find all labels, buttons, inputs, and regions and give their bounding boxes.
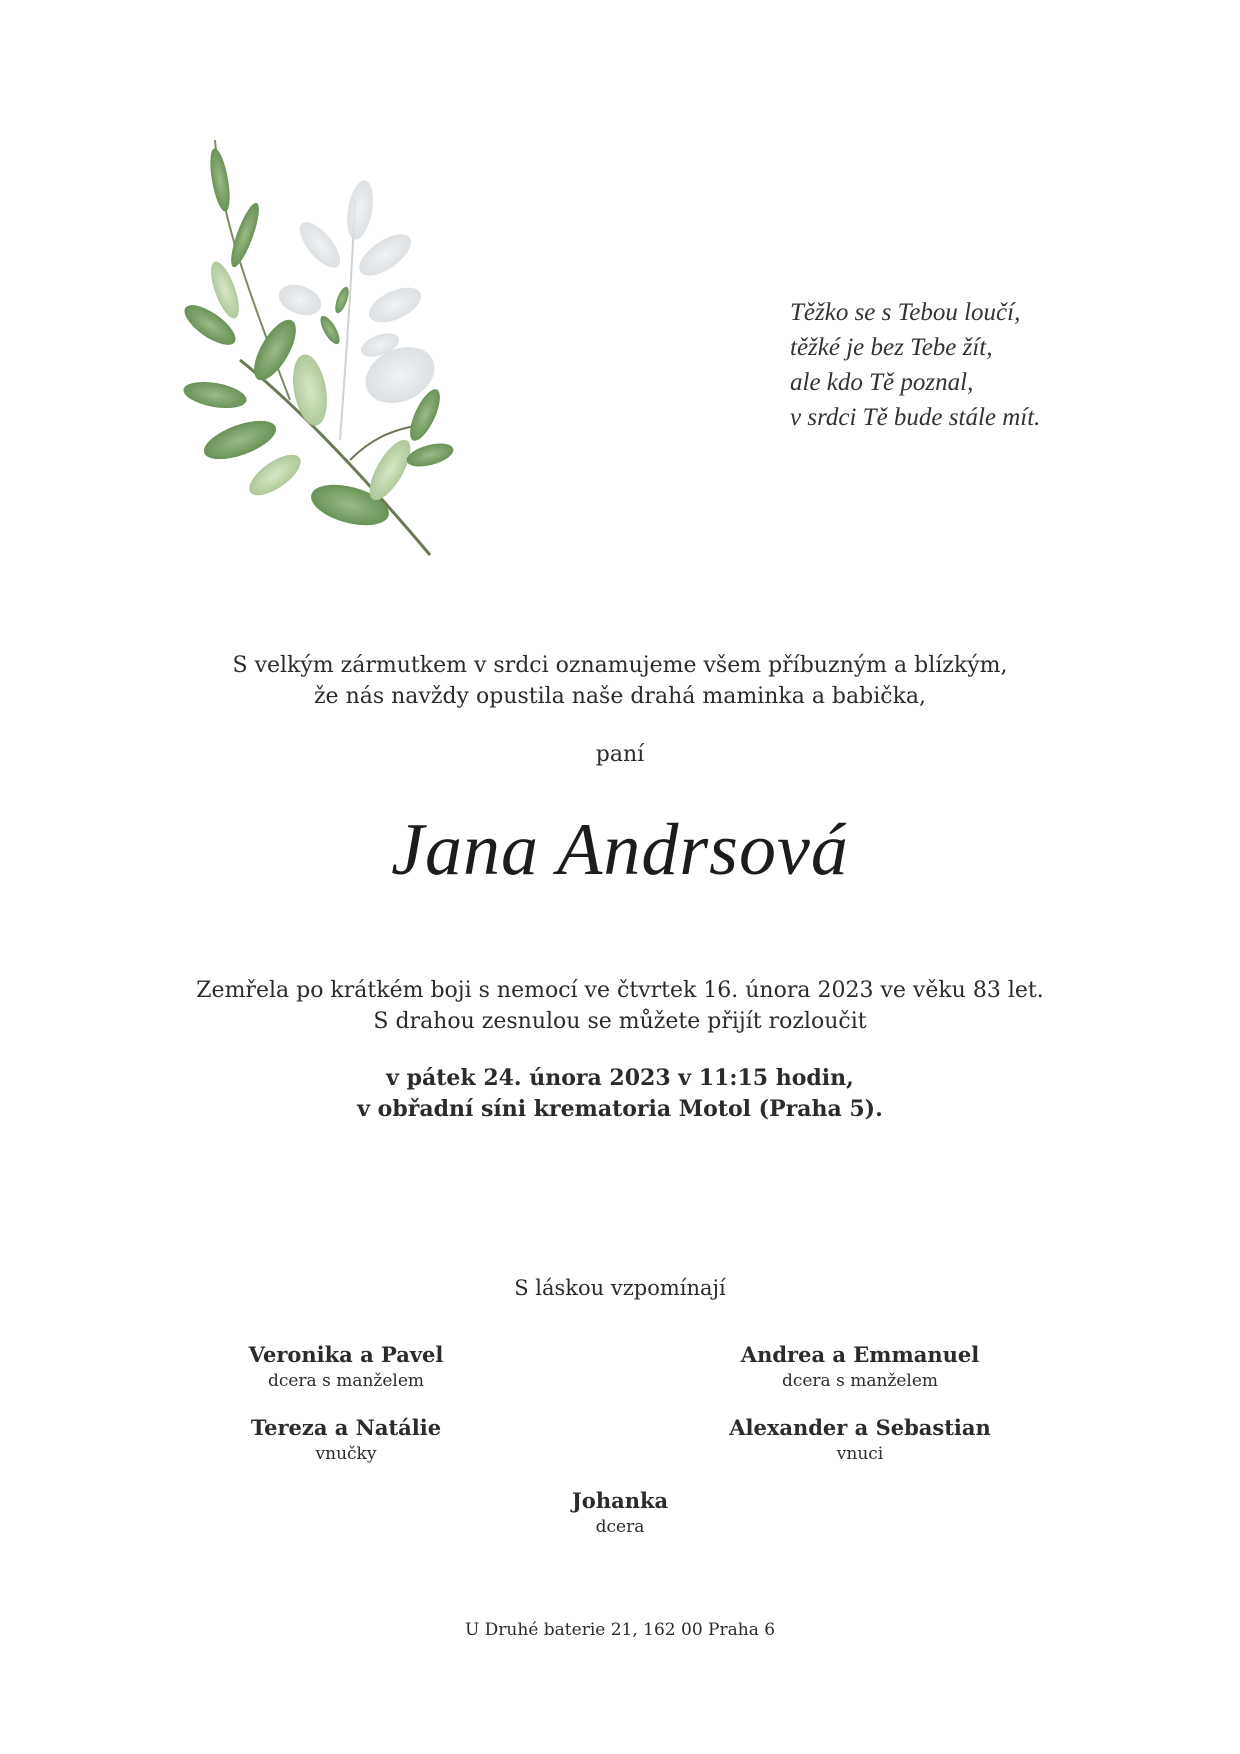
poem-line: v srdci Tě bude stále mít.: [790, 404, 1041, 431]
mourner-name: Andrea a Emmanuel: [740, 1342, 980, 1367]
address-footer: U Druhé baterie 21, 162 00 Praha 6: [464, 1620, 776, 1640]
poem-line: ale kdo Tě poznal,: [790, 369, 974, 396]
mourner-relation: vnuci: [836, 1444, 884, 1464]
leaf-branch-illustration: [180, 140, 500, 570]
poem-line: těžké je bez Tebe žít,: [790, 334, 993, 361]
mourner-entry: [146, 1414, 546, 1466]
death-line: S drahou zesnulou se můžete přijít rozloučit: [373, 1009, 867, 1034]
ceremony-info: [0, 1063, 1240, 1125]
mourner-relation: vnučky: [315, 1444, 377, 1464]
title-honorific: paní: [595, 742, 645, 767]
mourner-name: Veronika a Pavel: [248, 1342, 444, 1367]
death-info: [0, 975, 1240, 1037]
mourner-relation: dcera s manželem: [267, 1371, 425, 1391]
ceremony-place: v obřadní síni krematoria Motol (Praha 5).: [357, 1096, 883, 1122]
poem-line: Těžko se s Tebou loučí,: [790, 299, 1021, 326]
mourners-heading: S láskou vzpomínají: [514, 1276, 726, 1300]
green-leaves: [180, 147, 456, 533]
mourner-entry: [146, 1341, 546, 1393]
deceased-name: Jana Andrsová: [391, 809, 849, 891]
mourner-entry: [420, 1487, 820, 1539]
announcement-line: že nás navždy opustila naše drahá maminka a babička,: [313, 684, 927, 709]
ceremony-date: v pátek 24. února 2023 v 11:15 hodin,: [386, 1065, 854, 1091]
mourner-entry: [660, 1414, 1060, 1466]
memorial-poem: [790, 295, 1190, 435]
mourner-entry: [660, 1341, 1060, 1393]
mourner-name: Johanka: [571, 1488, 669, 1513]
mourner-relation: dcera: [595, 1517, 645, 1537]
mourner-name: Tereza a Natálie: [250, 1415, 442, 1440]
mourner-name: Alexander a Sebastian: [729, 1415, 991, 1440]
death-line: Zemřela po krátkém boji s nemocí ve čtvrtek 16. února 2023 ve věku 83 let.: [196, 978, 1044, 1003]
announcement-text: [0, 650, 1240, 712]
mourner-relation: dcera s manželem: [781, 1371, 939, 1391]
announcement-line: S velkým zármutkem v srdci oznamujeme všem příbuzným a blízkým,: [232, 653, 1008, 678]
